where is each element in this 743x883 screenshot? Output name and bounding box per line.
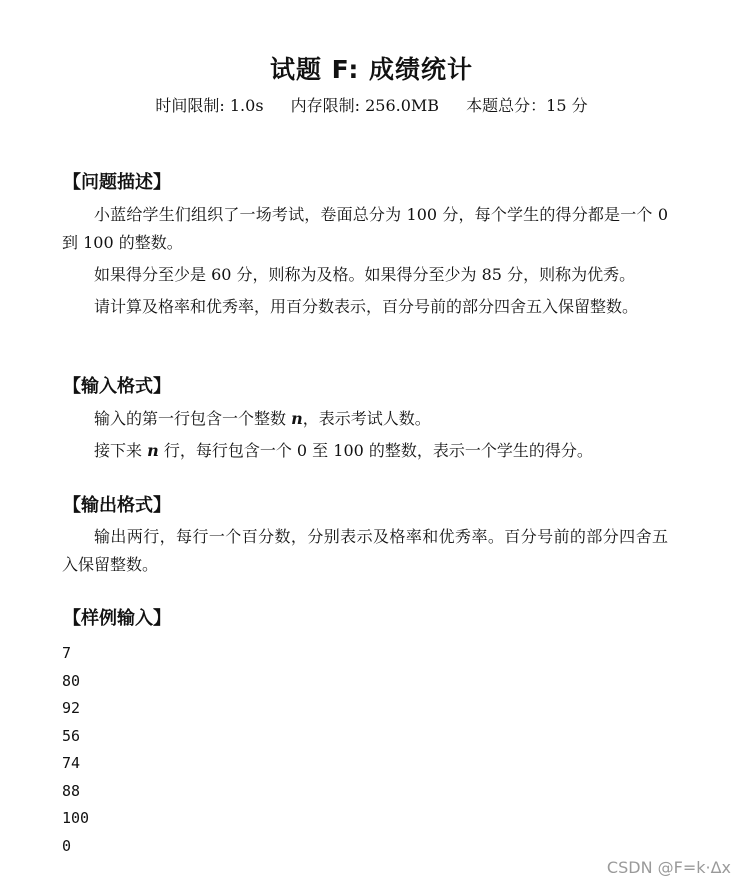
- sample-input-line: 100: [62, 809, 90, 827]
- watermark: CSDN @F=k·Δx: [606, 858, 731, 877]
- memory-limit: 内存限制: 256.0MB: [290, 96, 440, 115]
- sample-input-line: 88: [62, 781, 81, 800]
- total-score: 本题总分：15 分: [466, 96, 588, 115]
- sample-input-heading: 【样例输入】: [63, 608, 171, 629]
- limits-line: [0, 93, 743, 116]
- sample-input-line: 92: [62, 699, 81, 717]
- input-format-text: ，表示考试人数。: [302, 409, 431, 428]
- sample-input-line: 56: [62, 726, 81, 745]
- output-format-paragraph-1: 输出两行，每行一个百分数，分别表示及格率和优秀率。百分号前的部分四舍五入保留整数。: [62, 527, 668, 574]
- input-format-text: 输入的第一行包含一个整数: [94, 409, 292, 428]
- input-format-paragraph-1: [62, 405, 668, 433]
- problem-description-heading: 【问题描述】: [63, 172, 171, 193]
- sample-input-line: 7: [62, 644, 72, 662]
- sample-input-line: 0: [62, 836, 72, 855]
- problem-paragraph-1: 小蓝给学生们组织了一场考试，卷面总分为 100 分，每个学生的得分都是一个 0 到 100 的整数。: [62, 205, 668, 252]
- input-format-heading: 【输入格式】: [63, 376, 171, 397]
- sample-input-line: 80: [62, 671, 81, 690]
- variable-n: n: [147, 441, 159, 460]
- variable-n: n: [291, 409, 303, 428]
- problem-title: 试题 F: 成绩统计: [269, 55, 474, 84]
- time-limit: 时间限制: 1.0s: [155, 96, 264, 115]
- input-format-text: 行，每行包含一个 0 至 100 的整数，表示一个学生的得分。: [158, 441, 593, 460]
- sample-input-line: 74: [62, 754, 81, 772]
- input-format-paragraph-2: [62, 437, 668, 465]
- sample-input-block: [62, 640, 89, 860]
- problem-paragraph-3: 请计算及格率和优秀率，用百分数表示，百分号前的部分四舍五入保留整数。: [94, 297, 639, 316]
- problem-paragraph-2: 如果得分至少是 60 分，则称为及格。如果得分至少为 85 分，则称为优秀。: [94, 265, 636, 284]
- input-format-text: 接下来: [94, 441, 148, 460]
- output-format-heading: 【输出格式】: [63, 495, 171, 516]
